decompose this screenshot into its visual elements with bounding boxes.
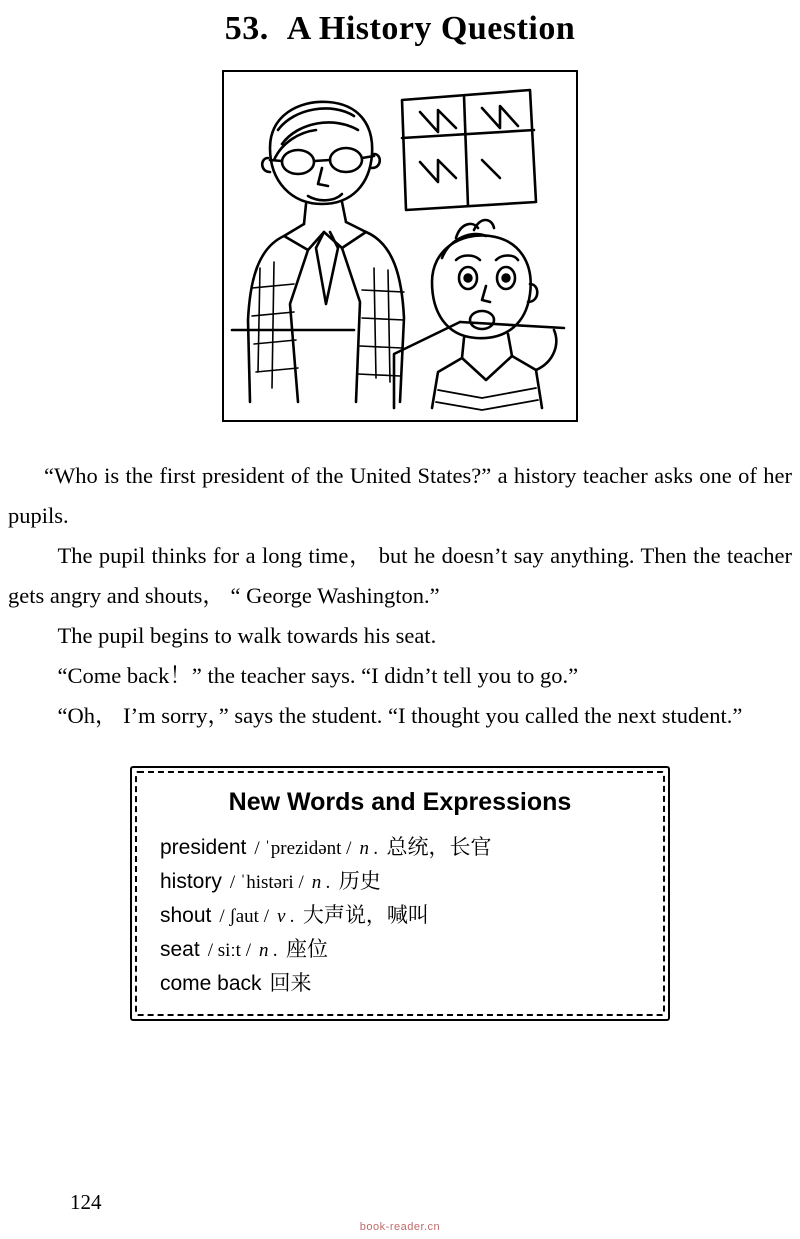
word-meaning: 座位 [286,938,328,962]
watermark: book-reader.cn [359,1221,441,1233]
word-phonetic: / siːt / [207,940,251,962]
page-title-text: A History Question [286,10,576,47]
word-meaning: 大声说，喊叫 [302,904,429,928]
page-title-number: 53. [224,10,269,47]
story-text [8,456,792,736]
word-term: history [160,870,222,894]
new-words-box [130,766,670,1021]
word-entry-president [160,831,640,865]
word-entry-come-back [160,967,640,1001]
word-phonetic: / ˈprezidənt / [254,838,352,860]
word-entry-shout [160,899,640,933]
story-paragraph-1: “Who is the first president of the United States?” a history teacher asks one of her pupils. [8,463,792,529]
illustration-container [0,70,800,422]
word-term: seat [160,938,200,962]
word-phonetic: / ˈhistəri / [229,872,304,894]
word-entry-history [160,865,640,899]
word-entry-seat [160,933,640,967]
word-term: president [160,836,247,860]
story-paragraph-2: The pupil thinks for a long time， but he doesn’t say anything. Then the teacher gets angry and shouts， “ George Washington.” [8,543,792,609]
story-paragraph-3: The pupil begins to walk towards his seat. [57,623,437,649]
story-paragraph-4: “Come back！” the teacher says. “I didn’t tell you to go.” [57,663,579,689]
word-term: come back [160,972,262,996]
classroom-scene-illustration [224,72,572,416]
word-pos: v . [276,906,295,928]
word-term: shout [160,904,212,928]
word-pos: n . [311,872,331,894]
word-meaning: 历史 [338,870,381,894]
page-title [0,10,800,48]
word-pos: n . [359,838,379,860]
word-pos: n . [259,940,278,962]
new-words-section [0,766,800,1021]
word-phonetic: / ʃaut / [219,906,269,928]
illustration-frame [222,70,578,422]
new-words-title: New Words and Expressions [228,788,572,817]
word-meaning: 总统，长官 [386,836,492,860]
word-meaning: 回来 [269,972,312,996]
story-paragraph-5: “Oh， I’m sorry，” says the student. “I thought you called the next student.” [57,703,743,729]
page-number: 124 [70,1190,102,1214]
